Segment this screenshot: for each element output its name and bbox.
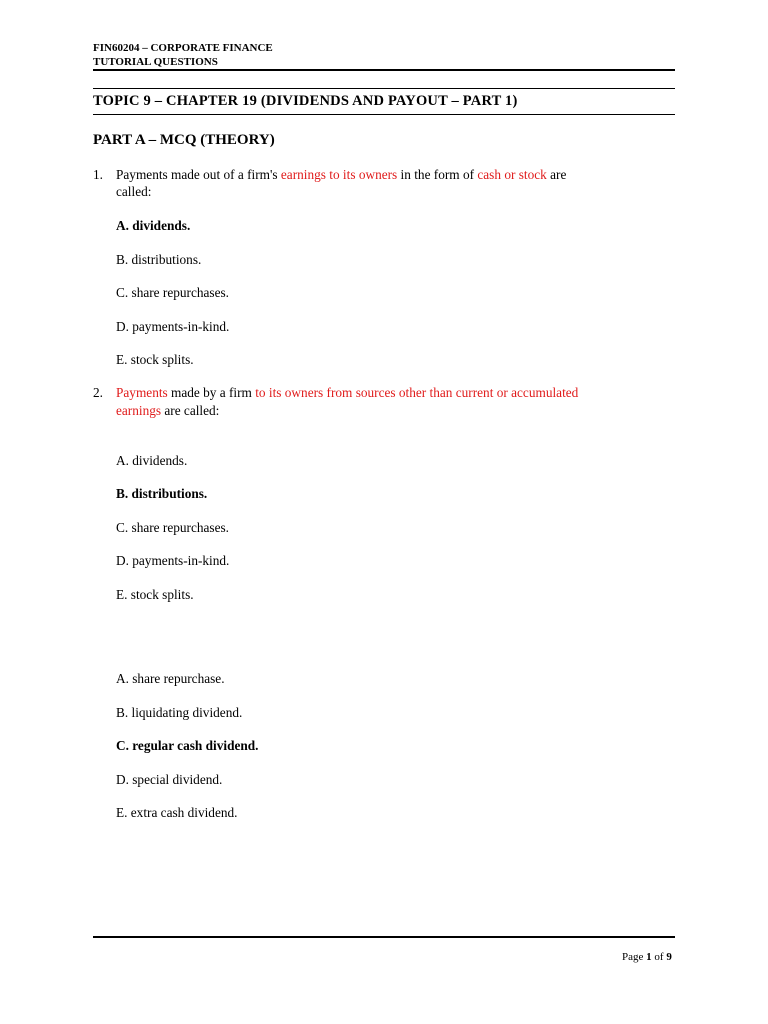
- page-current: 1: [646, 951, 652, 963]
- footer-rule: [93, 936, 675, 938]
- part-title: PART A – MCQ (THEORY): [93, 132, 275, 148]
- question-2-option-b: B. distributions.: [116, 486, 208, 501]
- question-number: 1.: [93, 167, 103, 182]
- question-text-line-2: [116, 402, 219, 419]
- text-segment: made by a firm: [167, 385, 256, 400]
- highlighted-phrase: to its owners from sources other than current or accumulated: [255, 385, 579, 400]
- text-segment: called:: [116, 184, 152, 199]
- document-subtitle: TUTORIAL QUESTIONS: [93, 56, 218, 68]
- header-rule: [93, 69, 675, 71]
- question-3-option-b: B. liquidating dividend.: [116, 705, 243, 720]
- text-segment: are: [546, 167, 567, 182]
- question-3-option-c: C. regular cash dividend.: [116, 738, 259, 753]
- question-2-option-d: D. payments-in-kind.: [116, 553, 230, 568]
- highlighted-phrase: Payments: [116, 385, 168, 400]
- highlighted-phrase: earnings: [116, 403, 162, 418]
- question-number: 2.: [93, 385, 103, 400]
- page-of-label: of: [654, 951, 664, 963]
- text-segment: are called:: [161, 403, 220, 418]
- highlighted-phrase: earnings to its owners: [280, 167, 398, 182]
- question-1-option-e: E. stock splits.: [116, 352, 194, 367]
- question-3-option-e: E. extra cash dividend.: [116, 805, 238, 820]
- document-header: [93, 41, 273, 69]
- highlighted-phrase: cash or stock: [477, 167, 547, 182]
- question-3-option-d: D. special dividend.: [116, 772, 223, 787]
- topic-title: TOPIC 9 – CHAPTER 19 (DIVIDENDS AND PAYOUT – PART 1): [93, 93, 518, 109]
- question-text-line-1: [116, 384, 578, 401]
- question-1-option-c: C. share repurchases.: [116, 285, 229, 300]
- topic-rule-bottom: [93, 114, 675, 115]
- text-segment: Payments made out of a firm's: [116, 167, 281, 182]
- question-1-option-d: D. payments-in-kind.: [116, 319, 230, 334]
- text-segment: in the form of: [397, 167, 478, 182]
- course-title: FIN60204 – CORPORATE FINANCE: [93, 42, 273, 54]
- topic-rule-top: [93, 88, 675, 89]
- page-label: Page: [622, 951, 644, 963]
- question-2-option-e: E. stock splits.: [116, 587, 194, 602]
- page-number: [622, 951, 672, 963]
- question-1-option-a: A. dividends.: [116, 218, 191, 233]
- question-2-option-a: A. dividends.: [116, 453, 188, 468]
- page-total: 9: [666, 951, 672, 963]
- question-2-option-c: C. share repurchases.: [116, 520, 229, 535]
- question-text-line-1: [116, 166, 566, 183]
- question-3-option-a: A. share repurchase.: [116, 671, 225, 686]
- question-text-line-2: [116, 183, 151, 200]
- question-1-option-b: B. distributions.: [116, 252, 202, 267]
